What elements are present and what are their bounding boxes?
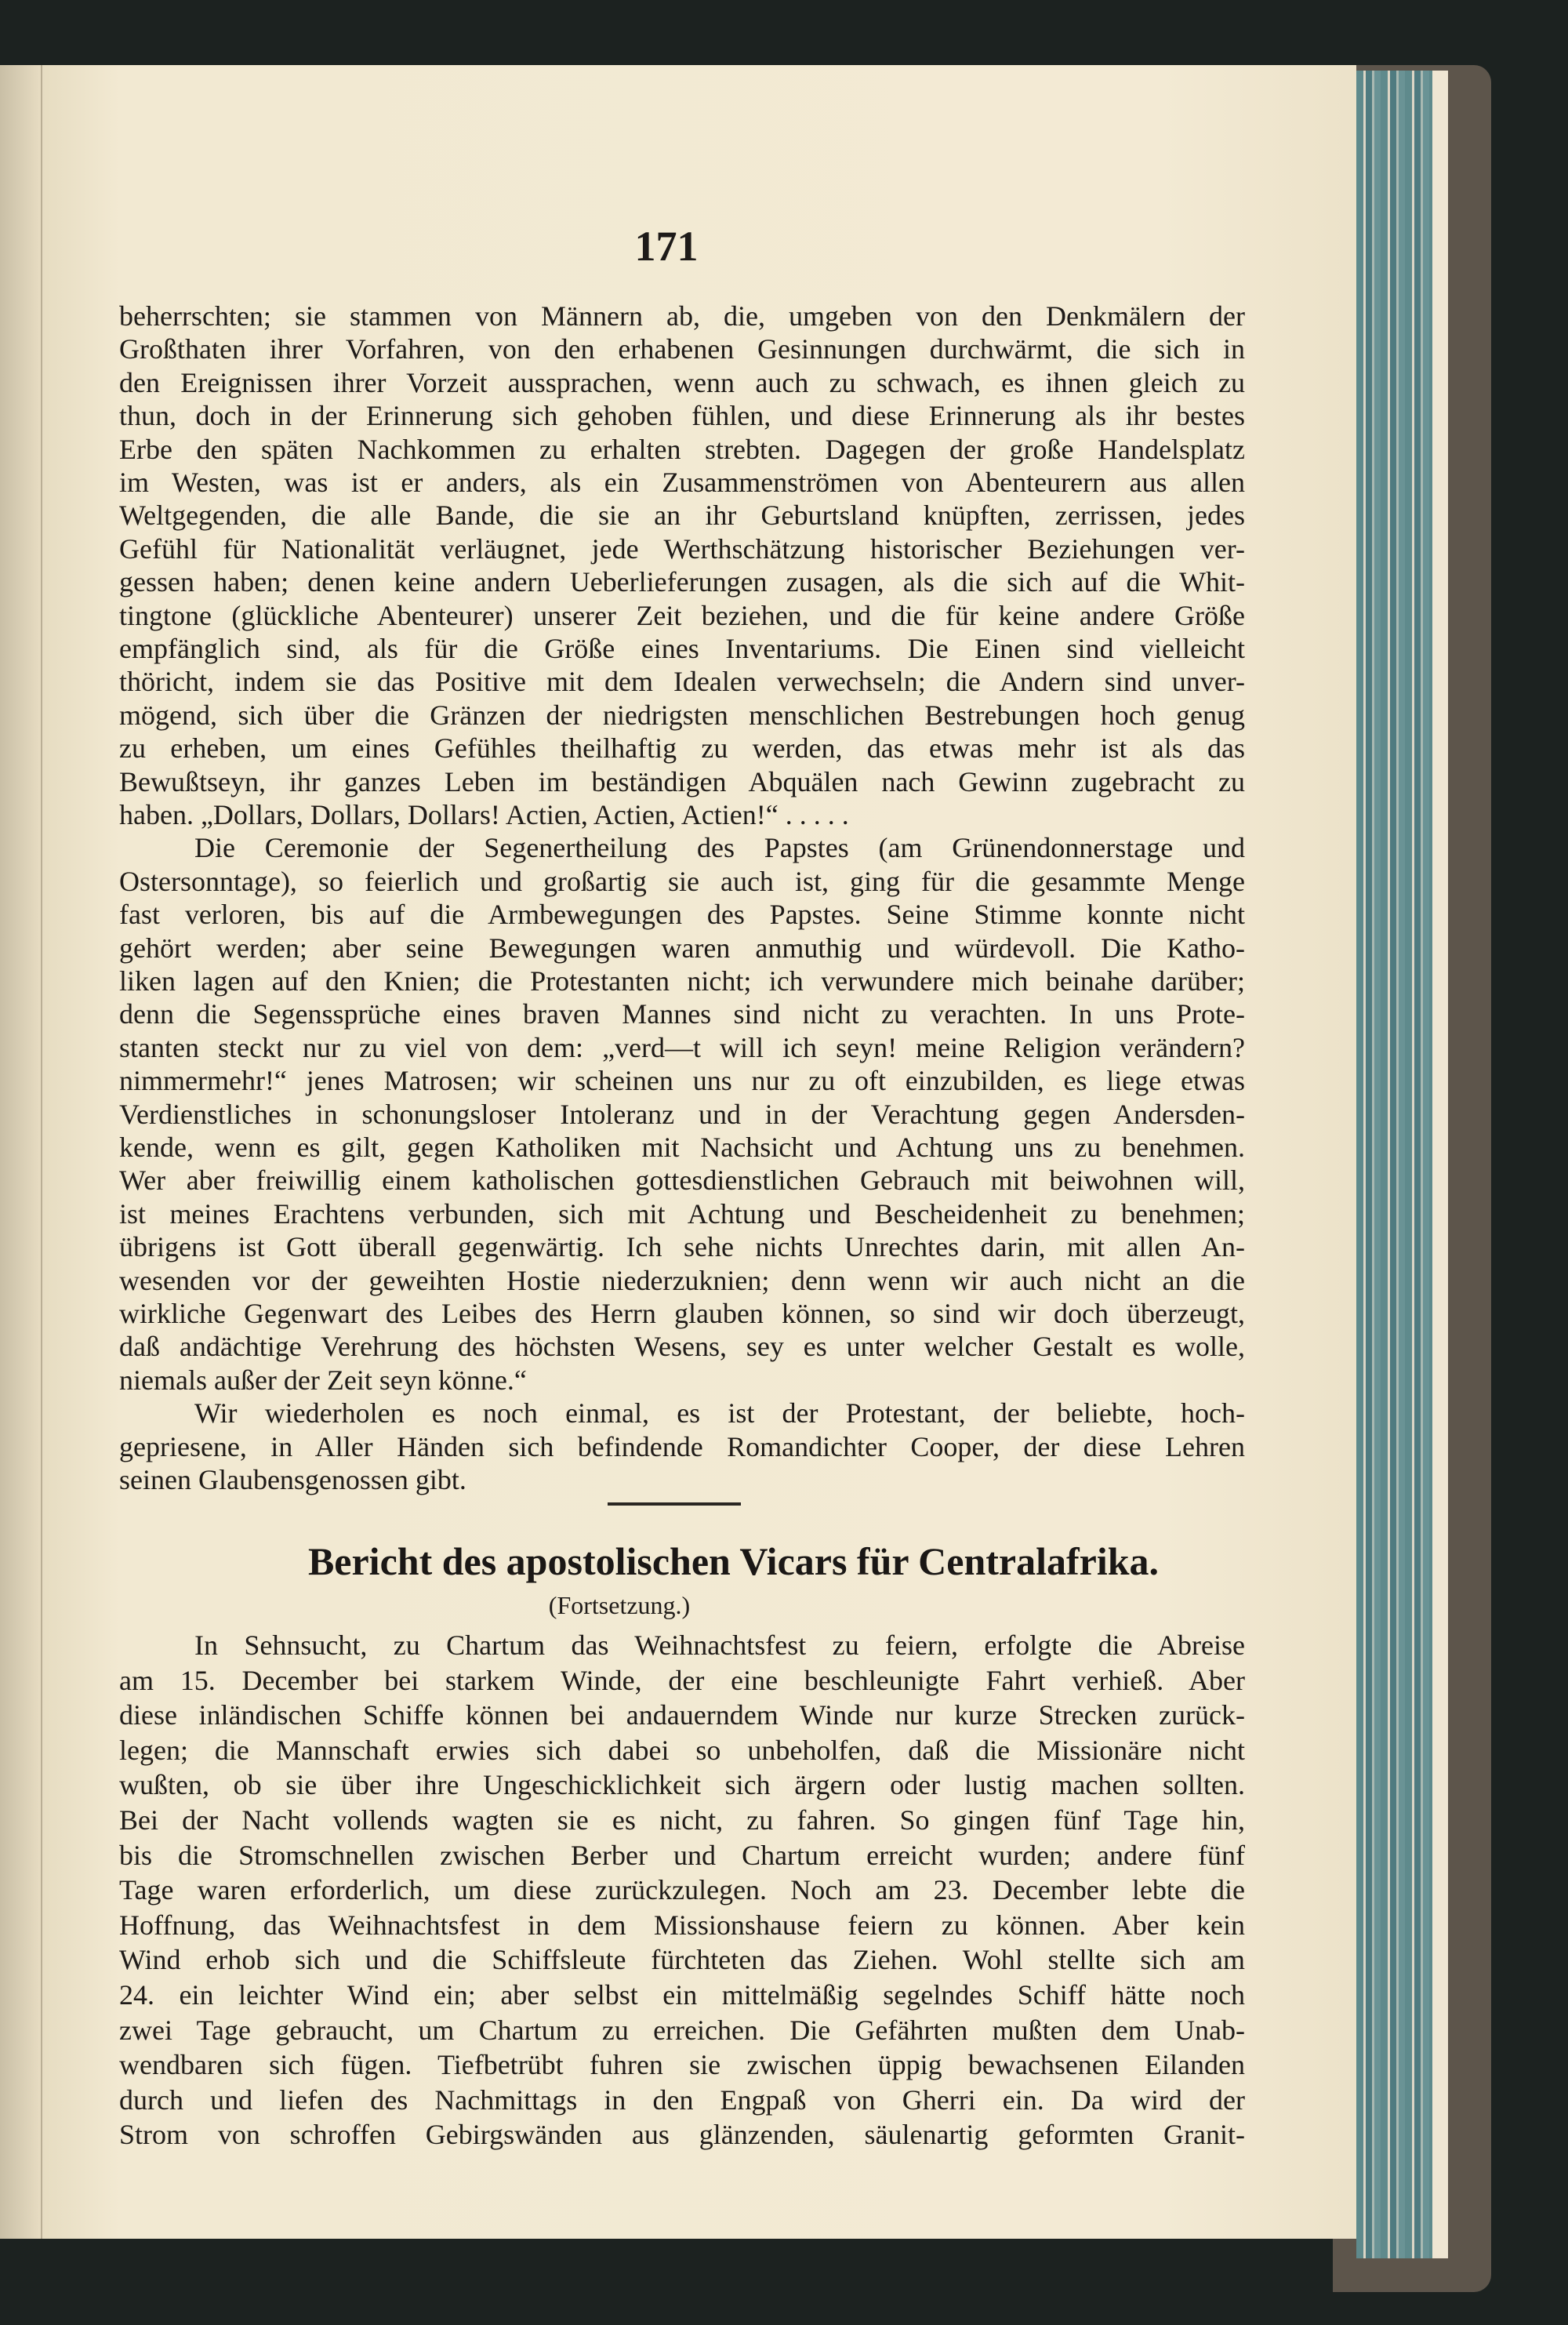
page-edges: [1356, 71, 1448, 2258]
text-line: nimmermehr!“ jenes Matrosen; wir scheinen uns nur zu oft einzubilden, es liege etwas: [119, 1065, 1245, 1097]
text-line: Die Ceremonie der Segenertheilung des Papstes (am Grünendonnerstage und: [194, 832, 1245, 864]
text-line: Ostersonntage), so feierlich und großartig sie auch ist, ging für die gesammte Menge: [119, 865, 1245, 897]
text-line: Gefühl für Nationalität verläugnet, jede Werthschätzung historischer Beziehungen ver-: [119, 532, 1245, 565]
text-line: Wir wiederholen es noch einmal, es ist der Protestant, der beliebte, hoch-: [194, 1397, 1245, 1430]
section-divider: [608, 1502, 741, 1506]
text-line: haben. „Dollars, Dollars, Dollars! Actien, Actien, Actien!“ . . . . .: [119, 799, 849, 830]
text-line: stanten steckt nur zu viel von dem: „verd—t will ich seyn! meine Religion verändern?: [119, 1031, 1245, 1063]
text-line: wirkliche Gegenwart des Leibes des Herrn glauben können, so sind wir doch überzeugt,: [119, 1298, 1245, 1329]
text-line: wesenden vor der geweihten Hostie niederzuknien; denn wenn wir auch nicht an die: [119, 1264, 1245, 1296]
text-line: Strom von schroffen Gebirgswänden aus glänzenden, säulenartig geformten Granit-: [119, 2119, 1245, 2151]
last-page-edge: [1432, 71, 1448, 2258]
text-line: Großthaten ihrer Vorfahren, von den erhabenen Gesinnungen durchwärmt, die sich in: [119, 333, 1245, 365]
text-line: Verdienstliches in schonungsloser Intoleranz und in der Verachtung gegen Andersden-: [119, 1098, 1245, 1130]
text-line: In Sehnsucht, zu Chartum das Weihnachtsfest zu feiern, erfolgte die Abreise: [194, 1629, 1245, 1661]
text-line: tingtone (glückliche Abenteurer) unserer Zeit beziehen, und die für keine andere Größe: [119, 599, 1245, 631]
text-line: niemals außer der Zeit seyn könne.“: [119, 1364, 527, 1396]
text-line: den Ereignissen ihrer Vorzeit aussprachen, wenn auch zu schwach, es ihnen gleich zu: [119, 366, 1245, 398]
text-line: seinen Glaubensgenossen gibt.: [119, 1464, 466, 1495]
text-line: wendbaren sich fügen. Tiefbetrübt fuhren sie zwischen üppig bewachsenen Eilanden: [119, 2049, 1245, 2081]
text-line: denn die Segenssprüche eines braven Mannes sind nicht zu verachten. In uns Prote-: [119, 998, 1245, 1030]
text-line: am 15. December bei starkem Winde, der eine beschleunigte Fahrt verhieß. Aber: [119, 1664, 1245, 1696]
text-line: gehört werden; aber seine Bewegungen waren anmuthig und würdevoll. Die Katho-: [119, 932, 1245, 964]
text-line: thun, doch in der Erinnerung sich gehoben fühlen, und diese Erinnerung als ihr bestes: [119, 400, 1245, 432]
text-line: kende, wenn es gilt, gegen Katholiken mit Nachsicht und Achtung uns zu benehmen.: [119, 1132, 1245, 1163]
text-line: Wer aber freiwillig einem katholischen gottesdienstlichen Gebrauch mit beiwohnen will,: [119, 1164, 1245, 1197]
text-line: Hoffnung, das Weihnachtsfest in dem Missionshause feiern zu können. Aber kein: [119, 1909, 1245, 1941]
text-line: Bei der Nacht vollends wagten sie es nicht, zu fahren. So gingen fünf Tage hin,: [119, 1804, 1245, 1836]
text-line: diese inländischen Schiffe können bei andauerndem Winde nur kurze Strecken zurück-: [119, 1699, 1245, 1731]
text-line: Bewußtseyn, ihr ganzes Leben im beständigen Abquälen nach Gewinn zugebracht zu: [119, 765, 1245, 797]
text-line: wußten, ob sie über ihre Ungeschicklichkeit sich ärgern oder lustig machen sollten.: [119, 1769, 1245, 1801]
text-line: 24. ein leichter Wind ein; aber selbst ein mittelmäßig segelndes Schiff hätte noch: [119, 1979, 1245, 2011]
text-line: empfänglich sind, als für die Größe eines Inventariums. Die Einen sind vielleicht: [119, 633, 1245, 664]
page-number: 171: [634, 223, 699, 270]
text-line: im Westen, was ist er anders, als ein Zusammenströmen von Abenteurern aus allen: [119, 467, 1245, 498]
text-line: Erbe den späten Nachkommen zu erhalten strebten. Dagegen der große Handelsplatz: [119, 433, 1245, 465]
text-line: Wind erhob sich und die Schiffsleute fürchteten das Ziehen. Wohl stellte sich am: [119, 1944, 1245, 1976]
text-line: beherrschten; sie stammen von Männern ab, die, umgeben von den Denkmälern der: [119, 300, 1245, 332]
article-subtitle: (Fortsetzung.): [548, 1591, 691, 1619]
article-title: Bericht des apostolischen Vicars für Centralafrika.: [307, 1539, 1160, 1583]
text-line: liken lagen auf den Knien; die Protestanten nicht; ich verwundere mich beinahe darüber;: [119, 965, 1245, 997]
previous-page-fragment: [0, 65, 41, 2239]
text-line: bis die Stromschnellen zwischen Berber und Chartum erreicht wurden; andere fünf: [119, 1839, 1245, 1871]
text-line: übrigens ist Gott überall gegenwärtig. Ich sehe nichts Unrechtes darin, mit allen An-: [119, 1231, 1245, 1263]
text-line: zu erheben, um eines Gefühles theilhaftig zu werden, das etwas mehr ist als das: [119, 732, 1245, 765]
text-line: ist meines Erachtens verbunden, sich mit Achtung und Bescheidenheit zu benehmen;: [119, 1197, 1245, 1230]
text-line: gessen haben; denen keine andern Ueberlieferungen zusagen, als die sich auf die Whit-: [119, 566, 1245, 598]
text-line: thöricht, indem sie das Positive mit dem Idealen verwechseln; die Andern sind unver-: [119, 666, 1245, 698]
text-line: Weltgegenden, die alle Bande, die sie an ihr Geburtsland knüpften, zerrissen, jedes: [119, 500, 1245, 532]
text-line: daß andächtige Verehrung des höchsten Wesens, sey es unter welcher Gestalt es wolle,: [119, 1331, 1245, 1363]
text-line: Tage waren erforderlich, um diese zurückzulegen. Noch am 23. December lebte die: [119, 1874, 1245, 1906]
text-line: zwei Tage gebraucht, um Chartum zu erreichen. Die Gefährten mußten dem Unab-: [119, 2014, 1245, 2046]
text-line: fast verloren, bis auf die Armbewegungen des Papstes. Seine Stimme konnte nicht: [119, 899, 1245, 931]
text-line: gepriesene, in Aller Händen sich befindende Romandichter Cooper, der diese Lehren: [119, 1430, 1245, 1462]
text-line: legen; die Mannschaft erwies sich dabei so unbeholfen, daß die Missionäre nicht: [119, 1734, 1245, 1766]
text-line: durch und liefen des Nachmittags in den Engpaß von Gherri ein. Da wird der: [119, 2083, 1245, 2116]
text-line: mögend, sich über die Gränzen der niedrigsten menschlichen Bestrebungen hoch genug: [119, 699, 1245, 731]
